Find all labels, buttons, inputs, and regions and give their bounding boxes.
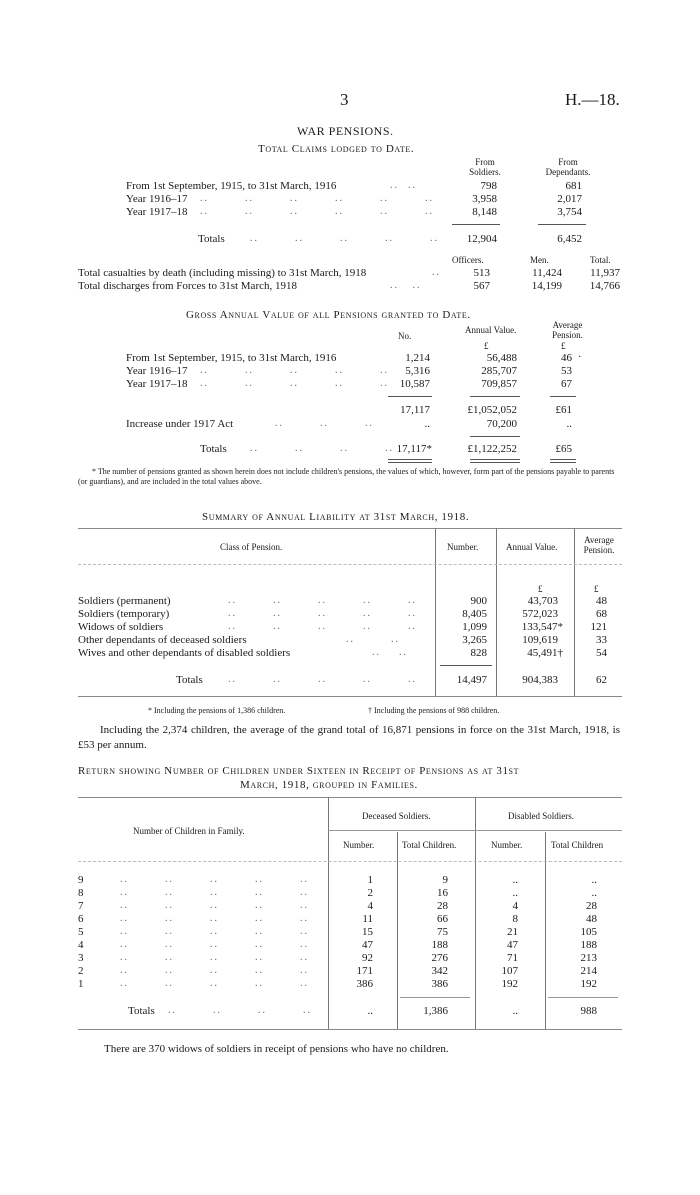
- leader-dots: .. .. .. .. ..: [120, 926, 309, 937]
- document-reference: H.—18.: [565, 90, 620, 109]
- double-rule: [470, 462, 520, 463]
- rule: [550, 396, 576, 397]
- stray-mark: ·: [578, 352, 582, 363]
- table-cell: 107: [501, 965, 518, 977]
- table-row-label: From 1st September, 1915, to 31st March, 1916: [126, 180, 337, 192]
- table-cell: 66: [437, 913, 448, 925]
- table-row-label: From 1st September, 1915, to 31st March, 1916: [126, 352, 337, 364]
- table-cell: 4: [512, 900, 518, 912]
- table-cell: £1,122,252: [467, 443, 517, 455]
- table-cell: ..: [591, 874, 597, 886]
- family-size: 4: [78, 939, 84, 951]
- unit-pound: £: [484, 341, 489, 351]
- table-cell: 8: [512, 913, 518, 925]
- table-cell: 62: [596, 674, 607, 686]
- double-rule: [550, 462, 576, 463]
- table-cell: ..: [566, 418, 572, 430]
- table-cell: 386: [356, 978, 373, 990]
- table-cell: 28: [437, 900, 448, 912]
- table-cell: ..: [512, 1005, 518, 1017]
- table-cell: 3,265: [462, 634, 487, 646]
- page-number: 3: [340, 90, 349, 109]
- table-cell: 68: [596, 608, 607, 620]
- col-disabled-number: Number.: [491, 840, 523, 850]
- table-row-label: Year 1916–17: [126, 193, 188, 205]
- table-cell: 121: [590, 621, 607, 633]
- table-cell: 276: [431, 952, 448, 964]
- table-cell: 14,497: [456, 674, 487, 686]
- table-top-rule: [78, 528, 622, 529]
- summary-footnote-2: † Including the pensions of 988 children.: [368, 706, 500, 715]
- family-size: 5: [78, 926, 84, 938]
- table-cell: 1,386: [423, 1005, 448, 1017]
- col-average-line2: Pension.: [552, 330, 583, 340]
- col-deceased-number: Number.: [343, 840, 375, 850]
- rule: [388, 396, 432, 397]
- table-cell: ..: [512, 887, 518, 899]
- claims-heading: Total Claims lodged to Date.: [258, 143, 415, 155]
- family-size: 6: [78, 913, 84, 925]
- table-cell: 109,619: [522, 634, 558, 646]
- rule: [470, 436, 520, 437]
- leader-dots: .. .. .. .. ..: [228, 595, 417, 606]
- table-cell: ..: [367, 1005, 373, 1017]
- table-cell: 11: [362, 913, 373, 925]
- col-average-pension: [576, 535, 622, 555]
- leader-dots: .. .. .. .. ..: [228, 674, 417, 685]
- rule: [400, 997, 470, 998]
- col-class-of-pension: Class of Pension.: [220, 542, 283, 552]
- table-cell: 16: [437, 887, 448, 899]
- table-cell: 71: [507, 952, 518, 964]
- col-average-line1: Average: [584, 535, 614, 545]
- table-cell: 15: [362, 926, 373, 938]
- leader-dots: .. .. ..: [275, 418, 374, 429]
- unit-pound: £: [594, 584, 599, 594]
- leader-dots: .. ..: [346, 634, 400, 645]
- leader-dots: .. .. .. ..: [250, 443, 394, 454]
- table-row-label: Widows of soldiers: [78, 621, 164, 633]
- table-cell: £65: [555, 443, 572, 455]
- children-heading-line1: Return showing Number of Children under Sixteen in Receipt of Pensions as at 31st: [78, 765, 520, 777]
- unit-pound: £: [561, 341, 566, 351]
- table-cell: 4: [367, 900, 373, 912]
- family-size: 3: [78, 952, 84, 964]
- table-cell: 67: [561, 378, 572, 390]
- table-cell: 9: [442, 874, 448, 886]
- table-cell: 171: [356, 965, 373, 977]
- leader-dots: .. .. .. ..: [168, 1005, 312, 1016]
- summary-paragraph: Including the 2,374 children, the average of the grand total of 16,871 pensions in force on the 31st March, 1918, is £53 per annum.: [78, 724, 620, 751]
- table-row-label: Total discharges from Forces to 31st March, 1918: [78, 280, 297, 292]
- table-row-label: Increase under 1917 Act: [126, 418, 234, 430]
- col-deceased-total-children: Total Children.: [402, 840, 457, 850]
- totals-label: Totals: [176, 674, 203, 686]
- table-cell: 192: [501, 978, 518, 990]
- table-cell: 45,491†: [527, 647, 563, 659]
- table-cell: 48: [596, 595, 607, 607]
- children-closing-note: There are 370 widows of soldiers in receipt of pensions who have no children.: [104, 1043, 449, 1055]
- leader-dots: .. .. .. .. ..: [120, 900, 309, 911]
- column-divider: [574, 528, 575, 696]
- table-cell: 1,214: [405, 352, 430, 364]
- totals-label: Totals: [128, 1005, 155, 1017]
- col-disabled-total-children: Total Children: [551, 840, 604, 850]
- leader-dots: .. .. .. .. ..: [228, 608, 417, 619]
- table-cell: 53: [561, 365, 572, 377]
- table-cell: ..: [424, 418, 430, 430]
- table-cell: £1,052,052: [467, 404, 517, 416]
- col-number: Number.: [447, 542, 479, 552]
- leader-dots: .. .. .. .. ..: [120, 939, 309, 950]
- table-row-label: Total casualties by death (including missing) to 31st March, 1918: [78, 267, 367, 279]
- col-annual-value: Annual Value.: [506, 542, 558, 552]
- col-men: Men.: [530, 255, 549, 265]
- table-cell: 904,383: [522, 674, 558, 686]
- table-cell: 342: [431, 965, 448, 977]
- table-cell: 188: [580, 939, 597, 951]
- col-no: No.: [398, 331, 412, 341]
- table-cell: 386: [431, 978, 448, 990]
- table-bottom-rule: [78, 696, 622, 697]
- leader-dots: .. .. .. .. ..: [228, 621, 417, 632]
- table-cell: 17,117: [400, 404, 430, 416]
- table-bottom-rule: [78, 1029, 622, 1030]
- table-row-label: Year 1916–17: [126, 365, 188, 377]
- table-cell: 709,857: [481, 378, 517, 390]
- col-total: Total.: [590, 255, 611, 265]
- table-cell: 70,200: [486, 418, 517, 430]
- table-cell: ..: [591, 887, 597, 899]
- table-cell: 1,099: [462, 621, 487, 633]
- table-cell: 28: [586, 900, 597, 912]
- column-divider: [328, 797, 329, 1029]
- col-average-line1: Average: [552, 320, 583, 330]
- leader-dots: .. .. .. .. ..: [120, 887, 309, 898]
- col-children-in-family: Number of Children in Family.: [133, 826, 245, 836]
- table-cell: 188: [431, 939, 448, 951]
- header-rule: [78, 861, 622, 862]
- table-cell: 43,703: [527, 595, 558, 607]
- table-cell: £61: [555, 404, 572, 416]
- table-row-label: Year 1917–18: [126, 378, 188, 390]
- table-cell: 47: [362, 939, 373, 951]
- column-divider: [496, 528, 497, 696]
- totals-label: Totals: [198, 233, 225, 245]
- table-cell: 8,405: [462, 608, 487, 620]
- table-cell: 2: [367, 887, 373, 899]
- rule: [440, 665, 492, 666]
- table-cell: 105: [580, 926, 597, 938]
- summary-heading: Summary of Annual Liability at 31st March, 1918.: [202, 511, 470, 523]
- table-cell: 900: [470, 595, 487, 607]
- totals-label: Totals: [200, 443, 227, 455]
- leader-dots: .. ..: [372, 647, 408, 658]
- claims-col-soldiers-line2: Soldiers.: [469, 167, 501, 177]
- table-cell: 56,488: [486, 352, 517, 364]
- table-cell: ..: [512, 874, 518, 886]
- gross-heading: Gross Annual Value of all Pensions granted to Date.: [186, 309, 471, 321]
- table-cell: 10,587: [399, 378, 430, 390]
- col-average-pension: [540, 320, 595, 340]
- table-row-label: Year 1917–18: [126, 206, 188, 218]
- table-cell: 567: [473, 280, 490, 292]
- table-cell: 21: [507, 926, 518, 938]
- table-row-label: Soldiers (permanent): [78, 595, 171, 607]
- leader-dots: .. .. .. .. ..: [120, 978, 309, 989]
- table-cell: 213: [580, 952, 597, 964]
- unit-pound: £: [538, 584, 543, 594]
- col-officers: Officers.: [452, 255, 484, 265]
- family-size: 9: [78, 874, 84, 886]
- header-rule: [328, 830, 622, 831]
- claims-col-soldiers-line1: From: [475, 157, 495, 167]
- table-cell: 3,958: [472, 193, 497, 205]
- table-cell: 572,023: [522, 608, 558, 620]
- table-cell: 11,424: [532, 267, 562, 279]
- leader-dots: .. .. .. .. ..: [120, 874, 309, 885]
- table-cell: 46: [561, 352, 572, 364]
- family-size: 8: [78, 887, 84, 899]
- table-cell: 14,199: [531, 280, 562, 292]
- table-cell: 1: [367, 874, 373, 886]
- leader-dots: .. .. .. .. ..: [120, 965, 309, 976]
- rule: [538, 224, 586, 225]
- children-heading-line2: March, 1918, grouped in Families.: [240, 779, 418, 791]
- table-cell: 285,707: [481, 365, 517, 377]
- col-average-line2: Pension.: [583, 545, 615, 555]
- table-cell: 54: [596, 647, 607, 659]
- leader-dots: .. .. .. .. .. ..: [200, 206, 434, 217]
- table-cell: 3,754: [557, 206, 582, 218]
- table-cell: 828: [470, 647, 487, 659]
- leader-dots: .. ..: [390, 180, 417, 191]
- double-rule: [550, 459, 576, 460]
- table-cell: 47: [507, 939, 518, 951]
- leader-dots: .. .. .. .. ..: [200, 365, 389, 376]
- claims-col-dependants: [528, 157, 608, 177]
- leader-dots: .. ..: [390, 280, 422, 291]
- table-cell: 17,117*: [396, 443, 432, 455]
- table-cell: 133,547*: [521, 621, 563, 633]
- table-row-label: Wives and other dependants of disabled soldiers: [78, 647, 291, 659]
- table-cell: 5,316: [405, 365, 430, 377]
- rule: [470, 396, 520, 397]
- table-cell: 2,017: [557, 193, 582, 205]
- family-size: 1: [78, 978, 84, 990]
- gross-footnote: * The number of pensions granted as shown herein does not include children's pensions, the values of which, however, form part of the pensions payable to parents (or guardians), and are included in the total values above.: [78, 467, 615, 486]
- claims-col-soldiers: [450, 157, 520, 177]
- column-divider: [475, 797, 476, 1029]
- table-cell: 11,937: [590, 267, 620, 279]
- claims-col-dependants-line2: Dependants.: [545, 167, 591, 177]
- table-cell: 6,452: [557, 233, 582, 245]
- leader-dots: .. .. .. .. ..: [200, 378, 389, 389]
- leader-dots: ..: [432, 267, 441, 278]
- leader-dots: .. .. .. .. ..: [250, 233, 439, 244]
- col-annual-value: Annual Value.: [465, 325, 517, 335]
- table-cell: 75: [437, 926, 448, 938]
- leader-dots: .. .. .. .. ..: [120, 913, 309, 924]
- table-cell: 513: [473, 267, 490, 279]
- double-rule: [388, 459, 432, 460]
- table-top-rule: [78, 797, 622, 798]
- family-size: 7: [78, 900, 84, 912]
- column-divider: [435, 528, 436, 696]
- page-title: WAR PENSIONS.: [297, 124, 394, 138]
- leader-dots: .. .. .. .. ..: [120, 952, 309, 963]
- col-disabled-soldiers: Disabled Soldiers.: [508, 811, 574, 821]
- table-row-label: Soldiers (temporary): [78, 608, 170, 620]
- table-row-label: Other dependants of deceased soldiers: [78, 634, 247, 646]
- table-cell: 681: [565, 180, 582, 192]
- table-cell: 798: [480, 180, 497, 192]
- table-cell: 8,148: [472, 206, 497, 218]
- table-cell: 33: [596, 634, 607, 646]
- table-cell: 192: [580, 978, 597, 990]
- family-size: 2: [78, 965, 84, 977]
- double-rule: [470, 459, 520, 460]
- claims-col-dependants-line1: From: [558, 157, 578, 167]
- col-deceased-soldiers: Deceased Soldiers.: [362, 811, 431, 821]
- table-cell: 988: [580, 1005, 597, 1017]
- summary-footnote-1: * Including the pensions of 1,386 children.: [148, 706, 286, 715]
- double-rule: [388, 462, 432, 463]
- table-cell: 12,904: [466, 233, 497, 245]
- rule: [548, 997, 618, 998]
- rule: [452, 224, 500, 225]
- table-cell: 92: [362, 952, 373, 964]
- table-cell: 214: [580, 965, 597, 977]
- table-cell: 14,766: [589, 280, 620, 292]
- header-rule: [78, 564, 622, 565]
- leader-dots: .. .. .. .. .. ..: [200, 193, 434, 204]
- table-cell: 48: [586, 913, 597, 925]
